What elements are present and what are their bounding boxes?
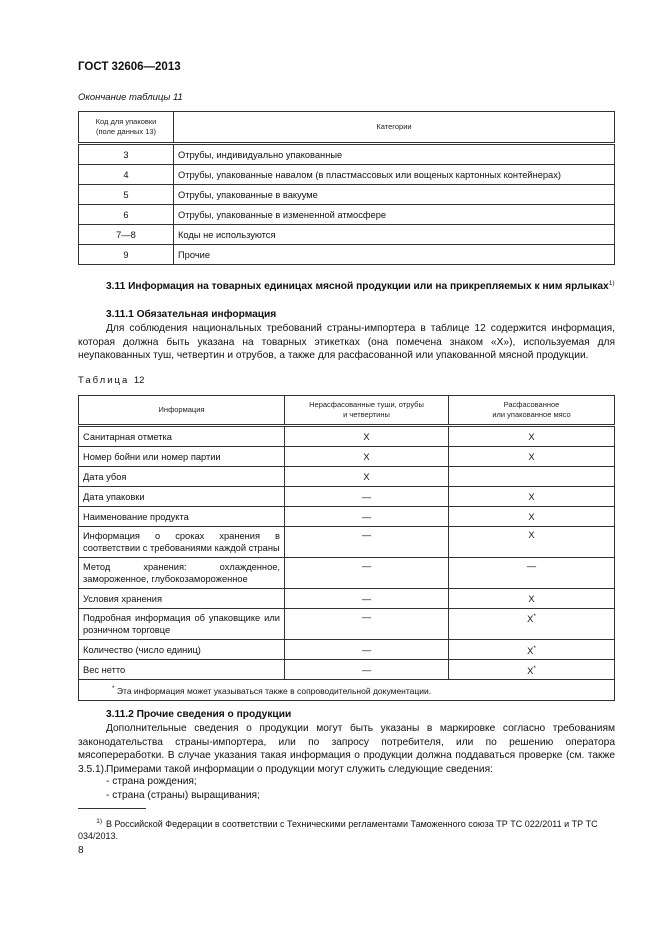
table-cell-packed: X (449, 487, 615, 507)
table-row (79, 185, 615, 205)
table-cell-category: Отрубы, упакованные в измененной атмосфере (174, 205, 615, 225)
table-cell-packed: X (449, 589, 615, 609)
table-cell-unpacked: X (285, 426, 449, 447)
table-cell-info: Информация о сроках хранения в соответствии с требованиями каждой страны (79, 527, 285, 558)
table-row (79, 165, 615, 185)
table-cell-info: Метод хранения: охлажденное, замороженное, глубокозамороженное (79, 558, 285, 589)
table-cell-info: Количество (число единиц) (79, 640, 285, 660)
asterisk-mark: * (533, 664, 536, 672)
table-cell-unpacked: — (285, 558, 449, 589)
section-3-11-heading: 3.11 Информация на товарных единицах мясной продукции или на прикрепляемых к ним ярлыках$^{1)}$ (106, 280, 615, 292)
table-row (79, 589, 615, 609)
table-cell-packed: — (449, 558, 615, 589)
table-11-header-category: Категории (174, 112, 615, 144)
table-cell-category: Прочие (174, 245, 615, 265)
table-12-note: * Эта информация может указываться также в сопроводительной документации. (79, 680, 615, 701)
table-cell-packed: X (449, 447, 615, 467)
paragraph-mandatory-info: Для соблюдения национальных требований страны-импортера в таблице 12 содержится информация, которая должна быть указана на товарных этикетках (она помечена знаком «X»), используемая для неупакованных туш, четвертин и отрубов, а также для расфасованной или упакованной мясной продукции. (78, 323, 615, 361)
table-11 (78, 111, 615, 265)
table-cell-code: 3 (79, 144, 174, 165)
table-cell-unpacked: — (285, 527, 449, 558)
page-number: 8 (78, 845, 84, 856)
table-cell-unpacked: — (285, 660, 449, 680)
table-cell-info: Номер бойни или номер партии (79, 447, 285, 467)
table-cell-code: 7—8 (79, 225, 174, 245)
table-cell-info: Дата упаковки (79, 487, 285, 507)
table-cell-code: 5 (79, 185, 174, 205)
table-cell-unpacked: — (285, 609, 449, 640)
paragraph-additional-info: Дополнительные сведения о продукции могут быть указаны в маркировке согласно требованиям законодательства страны-импортера, или по запросу потребителя, или по решению оператора мясопереработки. В случае указания такая информация о продукции должна поддаваться проверке (см. также 3.5.1). (78, 723, 615, 775)
table-row (79, 640, 615, 660)
list-item: - страна рождения; (106, 776, 197, 787)
table-cell-unpacked: — (285, 507, 449, 527)
table-12-header-packed: Расфасованное или упакованное мясо (449, 396, 615, 426)
table-cell-packed: X* (449, 640, 615, 660)
list-item: - страна (страны) выращивания; (106, 790, 260, 801)
table-cell-unpacked: — (285, 640, 449, 660)
table-12-caption: Таблица 12 (78, 375, 145, 386)
table-row (79, 527, 615, 558)
table-11-caption: Окончание таблицы 11 (78, 92, 183, 103)
table-cell-packed (449, 467, 615, 487)
table-cell-packed: X (449, 527, 615, 558)
table-12-header-unpacked: Нерасфасованные туши, отрубы и четвертины (285, 396, 449, 426)
table-row (79, 507, 615, 527)
table-11-header-code: Код для упаковки (поле данных 13) (79, 112, 174, 144)
table-row (79, 225, 615, 245)
table-cell-code: 4 (79, 165, 174, 185)
table-cell-unpacked: X (285, 447, 449, 467)
table-cell-unpacked: — (285, 589, 449, 609)
table-cell-code: 6 (79, 205, 174, 225)
table-cell-packed: X* (449, 609, 615, 640)
table-note-row (79, 680, 615, 701)
table-row (79, 609, 615, 640)
table-12-header-info: Информация (79, 396, 285, 426)
footnote-mark: 1) (608, 280, 615, 287)
asterisk-mark: * (533, 613, 536, 620)
section-3-11-2-heading: 3.11.2 Прочие сведения о продукции (106, 709, 292, 720)
footnote-divider (78, 808, 146, 809)
table-row (79, 487, 615, 507)
table-cell-code: 9 (79, 245, 174, 265)
table-cell-packed: X* (449, 660, 615, 680)
paragraph-examples: Примерами такой информации о продукции могут служить следующие сведения: (106, 764, 493, 775)
table-row (79, 447, 615, 467)
table-row (79, 660, 615, 680)
table-row (79, 245, 615, 265)
table-12 (78, 395, 615, 701)
asterisk-mark: * (533, 644, 536, 652)
table-row (79, 144, 615, 165)
table-cell-info: Санитарная отметка (79, 426, 285, 447)
table-cell-category: Отрубы, индивидуально упакованные (174, 144, 615, 165)
table-cell-info: Дата убоя (79, 467, 285, 487)
table-cell-unpacked: — (285, 487, 449, 507)
table-row (79, 205, 615, 225)
table-cell-packed: X (449, 426, 615, 447)
table-row (79, 467, 615, 487)
table-cell-category: Отрубы, упакованные в вакууме (174, 185, 615, 205)
footnote: $^{1)}$ В Российской Федерации в соответствии с Техническими регламентами Таможенного союза ТР ТС 022/2011 и ТР ТС 034/2013. (78, 818, 598, 841)
table-cell-packed: X (449, 507, 615, 527)
table-cell-unpacked: X (285, 467, 449, 487)
table-row (79, 558, 615, 589)
table-cell-info: Условия хранения (79, 589, 285, 609)
table-cell-category: Коды не используются (174, 225, 615, 245)
table-cell-info: Подробная информация об упаковщике или розничном торговце (79, 609, 285, 640)
table-cell-info: Вес нетто (79, 660, 285, 680)
table-row (79, 426, 615, 447)
section-3-11-1-heading: 3.11.1 Обязательная информация (106, 309, 277, 320)
table-cell-info: Наименование продукта (79, 507, 285, 527)
document-code: ГОСТ 32606—2013 (78, 61, 181, 73)
table-cell-category: Отрубы, упакованные навалом (в пластмассовых или вощеных картонных контейнерах) (174, 165, 615, 185)
